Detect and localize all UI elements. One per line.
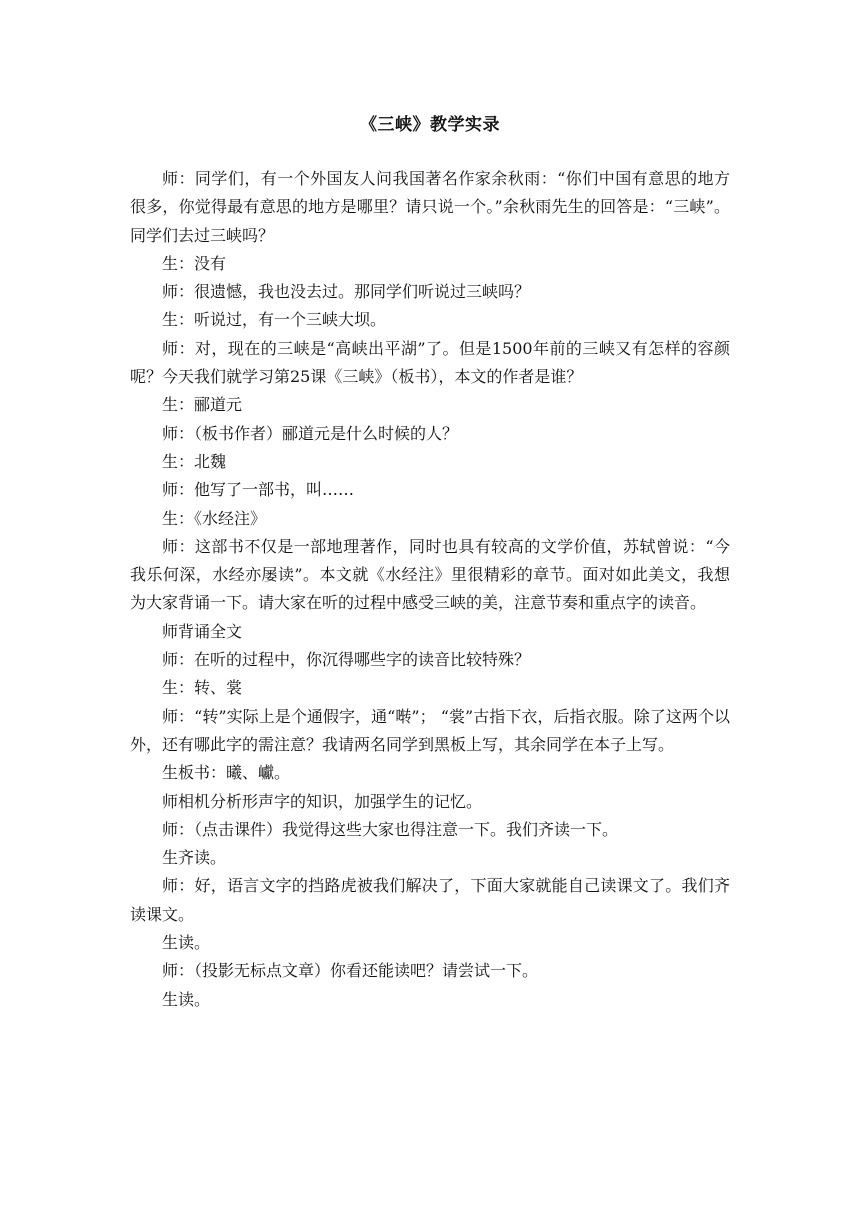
paragraph: 师相机分析形声字的知识，加强学生的记忆。	[162, 791, 483, 811]
paragraph: 生齐读。	[162, 848, 227, 868]
paragraph: 师：他写了一部书，叫……	[162, 480, 355, 500]
paragraph: 生：郦道元	[162, 395, 243, 415]
paragraph: 师：在听的过程中，你沉得哪些字的读音比较特殊？	[162, 650, 531, 670]
paragraph: 生：听说过，有一个三峡大坝。	[162, 310, 387, 330]
document-body	[130, 165, 730, 1014]
paragraph: 师：（投影无标点文章）你看还能读吧？请尝试一下。	[162, 961, 539, 981]
paragraph: 师：（点击课件）我觉得这些大家也得注意一下。我们齐读一下。	[162, 819, 619, 839]
paragraph: 生：《水经注》	[162, 508, 267, 528]
document-title: 《三峡》教学实录	[360, 115, 500, 135]
paragraph: 师：这部书不仅是一部地理著作，同时也具有较高的文学价值，苏轼曾说：“今我乐何深，水经亦屡读”。本文就《水经注》里很精彩的章节。面对如此美文，我想为大家背诵一下。请大家在听的过程中感受三峡的美，注意节奏和重点字的读音。	[130, 536, 730, 613]
paragraph: 师：很遗憾，我也没去过。那同学们听说过三峡吗？	[162, 282, 531, 302]
paragraph: 师：对，现在的三峡是“高峡出平湖”了。但是1500年前的三峡又有怎样的容颜呢？今天我们就学习第25课《三峡》（板书），本文的作者是谁？	[130, 338, 730, 387]
paragraph: 生：转、裳	[162, 678, 243, 698]
paragraph: 生：没有	[162, 253, 227, 273]
paragraph: 师：（板书作者）郦道元是什么时候的人？	[162, 423, 459, 443]
paragraph: 师背诵全文	[162, 621, 243, 641]
paragraph: 生：北魏	[162, 451, 227, 471]
paragraph: 师：好，语言文字的挡路虎被我们解决了，下面大家就能自己读课文了。我们齐读课文。	[130, 876, 730, 924]
paragraph: 生板书：曦、巘。	[162, 763, 291, 783]
paragraph: 生读。	[162, 933, 211, 953]
paragraph: 生读。	[162, 989, 211, 1009]
paragraph: 师：“转”实际上是个通假字，通“啭”； “裳”古指下衣，后指衣服。除了这两个以外，还有哪此字的需注意？我请两名同学到黑板上写，其余同学在本子上写。	[130, 706, 730, 754]
paragraph: 师：同学们，有一个外国友人问我国著名作家余秋雨：“你们中国有意思的地方很多，你觉得最有意思的地方是哪里？请只说一个。”余秋雨先生的回答是：“三峡”。同学们去过三峡吗？	[130, 169, 730, 245]
